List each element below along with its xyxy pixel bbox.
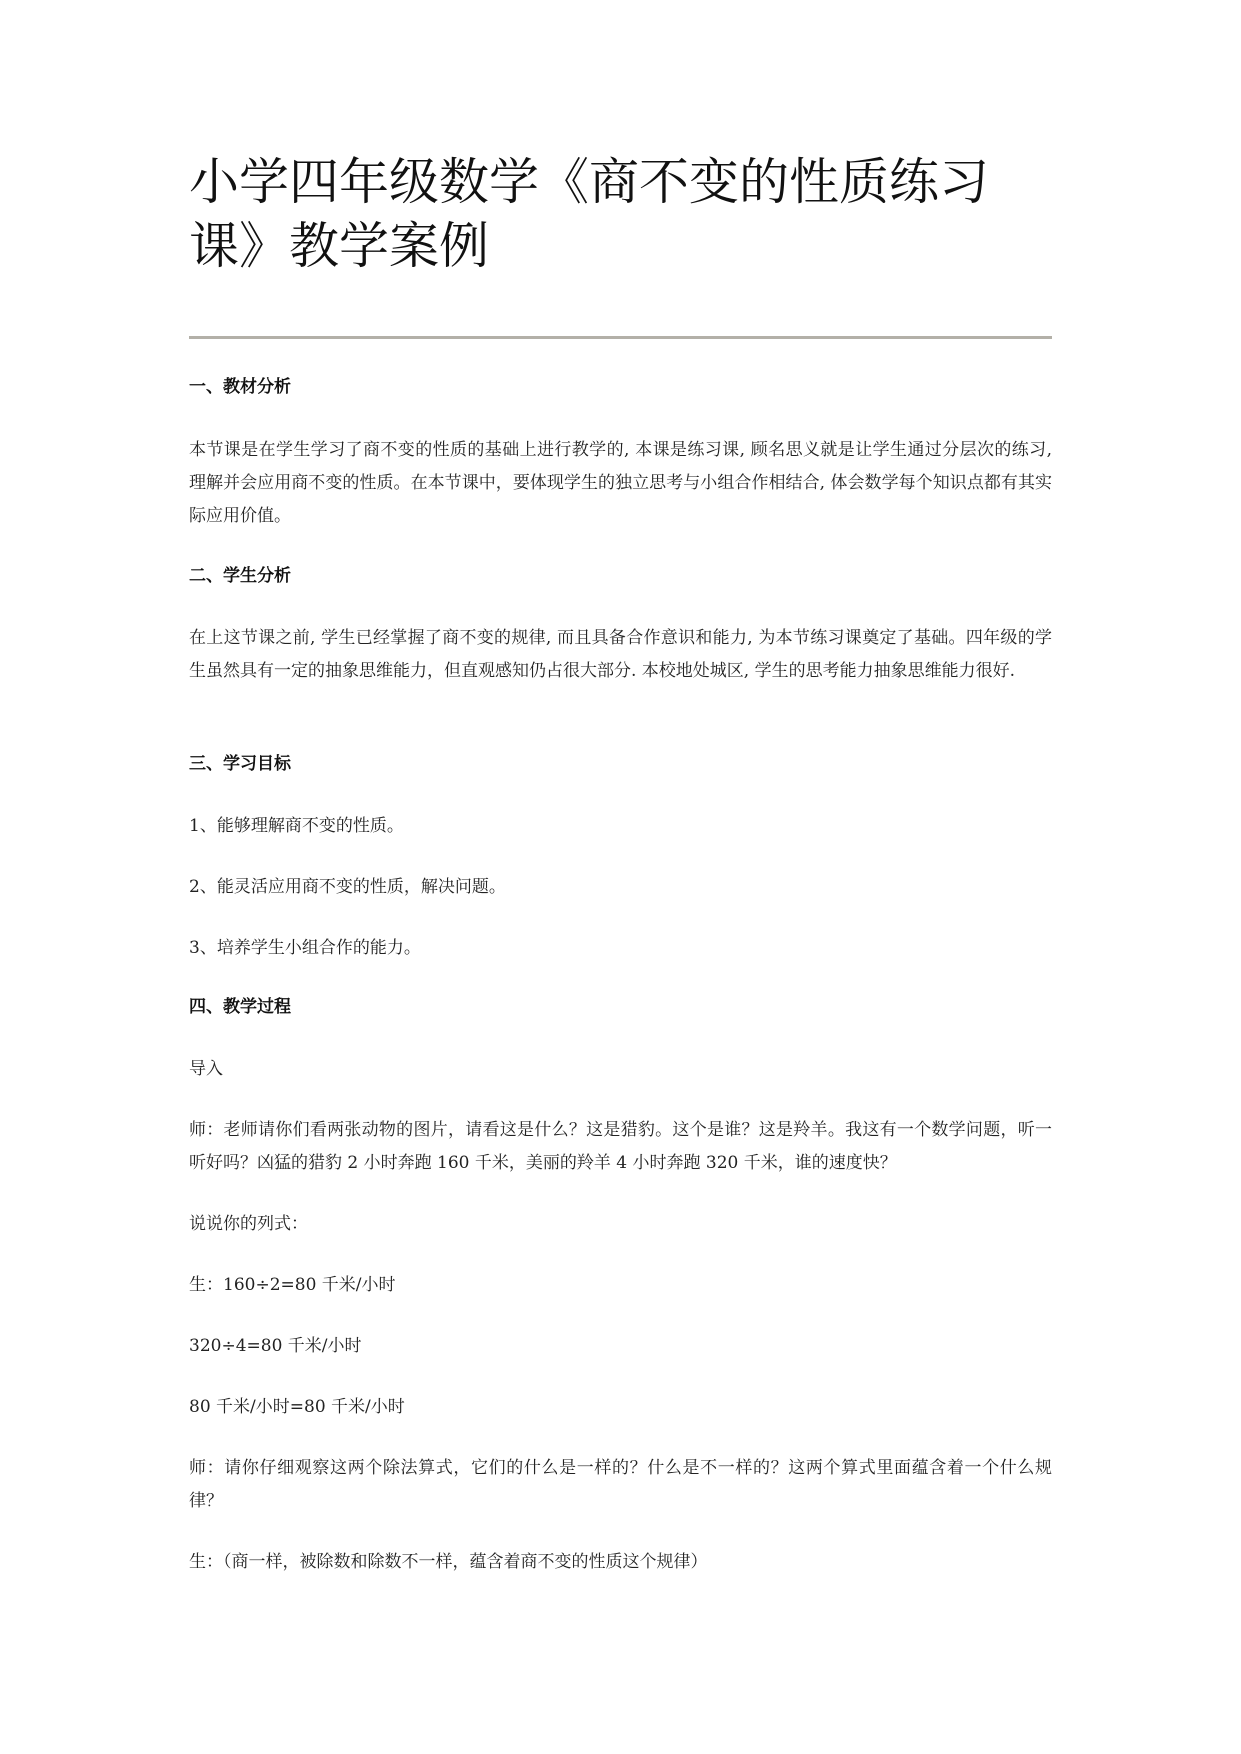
title-divider: [189, 336, 1052, 339]
document-page: [189, 150, 1052, 339]
section-heading-objectives: 三、学习目标: [189, 754, 291, 774]
process-paragraph: 师：请你仔细观察这两个除法算式，它们的什么是一样的？什么是不一样的？这两个算式里面蕴含着一个什么规律？: [189, 1458, 1052, 1511]
objective-item: 1、能够理解商不变的性质。: [189, 816, 404, 836]
section-heading-materials: 一、教材分析: [189, 377, 291, 397]
objective-item: 3、培养学生小组合作的能力。: [189, 938, 421, 958]
process-paragraph: 说说你的列式：: [189, 1214, 308, 1234]
objective-item: 2、能灵活应用商不变的性质，解决问题。: [189, 877, 506, 897]
process-paragraph: 导入: [189, 1059, 223, 1079]
section-paragraph: 本节课是在学生学习了商不变的性质的基础上进行教学的, 本课是练习课, 顾名思义就是让学生通过分层次的练习, 理解并会应用商不变的性质。在本节课中，要体现学生的独立思考与小组合作相结合, 体会数学每个知识点都有其实际应用价值。: [189, 440, 1052, 526]
section-heading-process: 四、教学过程: [189, 997, 291, 1017]
process-paragraph: 生：160÷2=80 千米/小时: [189, 1275, 396, 1295]
process-paragraph: 320÷4=80 千米/小时: [189, 1336, 362, 1356]
section-paragraph: 在上这节课之前, 学生已经掌握了商不变的规律, 而且具备合作意识和能力, 为本节练习课奠定了基础。四年级的学生虽然具有一定的抽象思维能力，但直观感知仍占很大部分. 本校地处城区, 学生的思考能力抽象思维能力很好.: [189, 628, 1052, 681]
process-paragraph: 生：（商一样，被除数和除数不一样，蕴含着商不变的性质这个规律）: [189, 1552, 708, 1572]
section-heading-students: 二、学生分析: [189, 566, 291, 586]
document-title: 小学四年级数学《商不变的性质练习课》教学案例: [189, 153, 989, 275]
process-paragraph: 80 千米/小时=80 千米/小时: [189, 1397, 405, 1417]
process-paragraph: 师：老师请你们看两张动物的图片，请看这是什么？这是猎豹。这个是谁？这是羚羊。我这有一个数学问题，听一听好吗？凶猛的猎豹 2 小时奔跑 160 千米，美丽的羚羊 4 小时奔跑 320 千米，谁的速度快？: [189, 1120, 1052, 1173]
